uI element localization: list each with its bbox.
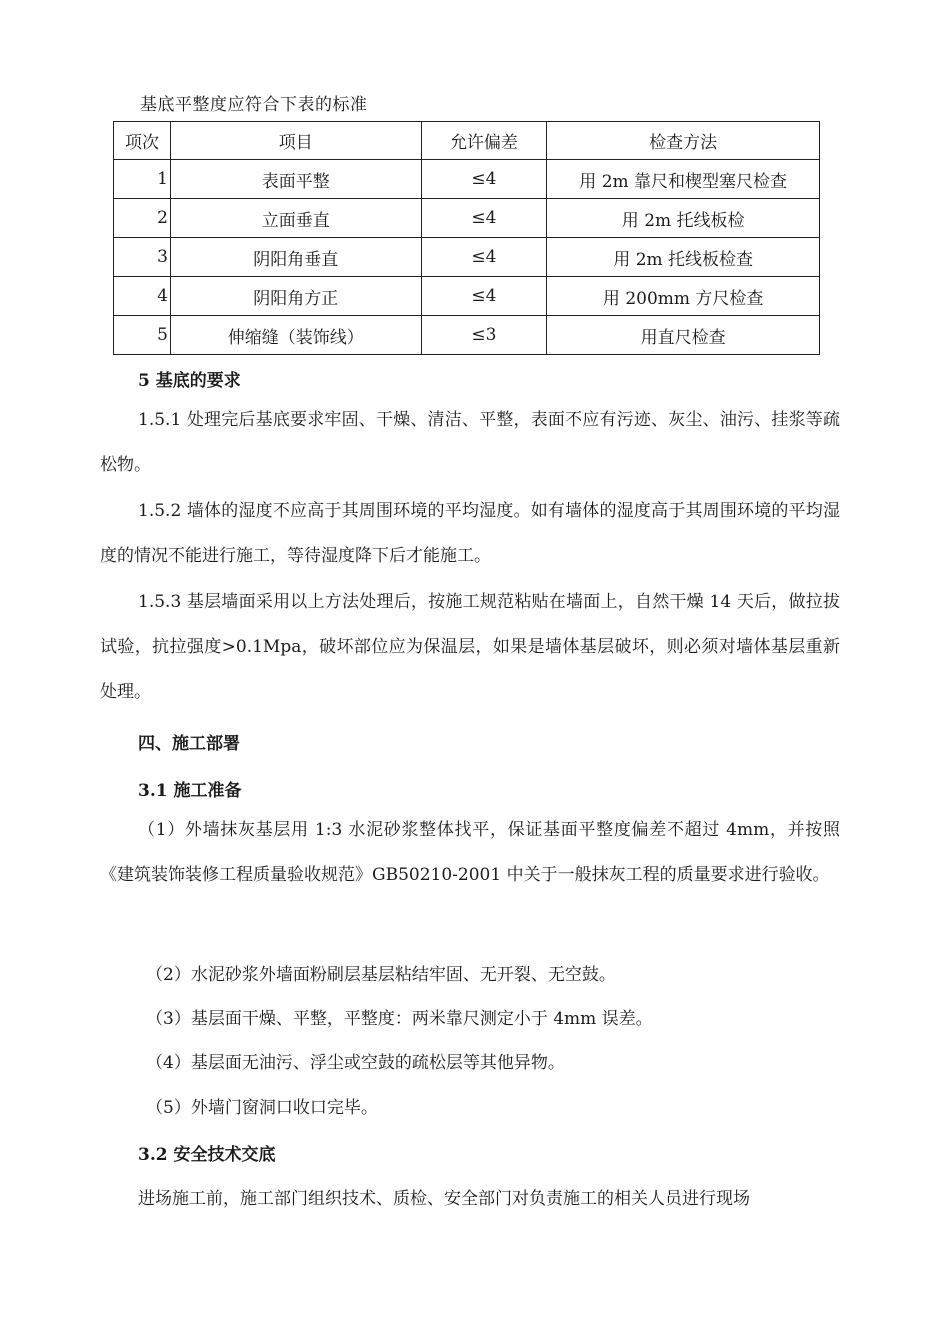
cell-no: 2 — [114, 199, 171, 238]
cell-no: 1 — [114, 160, 171, 199]
cell-method: 用 2m 托线板检查 — [547, 238, 820, 277]
cell-method: 用 2m 托线板检 — [547, 199, 820, 238]
table-caption: 基底平整度应符合下表的标准 — [140, 95, 368, 115]
paragraph-1-5-2: 1.5.2 墙体的湿度不应高于其周围环境的平均湿度。如有墙体的湿度高于其周围环境的平均湿度的情况不能进行施工，等待湿度降下后才能施工。 — [100, 501, 840, 566]
cell-item: 表面平整 — [170, 160, 421, 199]
cell-method: 用 2m 靠尺和楔型塞尺检查 — [547, 160, 820, 199]
cell-method: 用直尺检查 — [547, 316, 820, 355]
cell-no: 5 — [114, 316, 171, 355]
prep-item-5: （5）外墙门窗洞口收口完毕。 — [146, 1098, 378, 1118]
header-no: 项次 — [114, 122, 171, 160]
table-row — [114, 277, 820, 316]
section-heading-base-requirements: 5 基底的要求 — [138, 371, 241, 391]
cell-tolerance: ≤4 — [421, 277, 547, 316]
table-row — [114, 160, 820, 199]
paragraph-safety-briefing: 进场施工前，施工部门组织技术、质检、安全部门对负责施工的相关人员进行现场 — [138, 1189, 750, 1209]
table-row — [114, 238, 820, 277]
cell-no: 3 — [114, 238, 171, 277]
cell-no: 4 — [114, 277, 171, 316]
header-tolerance: 允许偏差 — [421, 122, 547, 160]
table-header-row — [114, 122, 820, 160]
header-method: 检查方法 — [547, 122, 820, 160]
cell-tolerance: ≤4 — [421, 238, 547, 277]
cell-item: 立面垂直 — [170, 199, 421, 238]
header-item: 项目 — [170, 122, 421, 160]
prep-item-1: （1）外墙抹灰基层用 1:3 水泥砂浆整体找平，保证基面平整度偏差不超过 4mm，并按照《建筑装饰装修工程质量验收规范》GB50210-2001 中关于一般抹灰工程的质量要求进行验收。 — [100, 820, 840, 885]
paragraph-1-5-1: 1.5.1 处理完后基底要求牢固、干燥、清洁、平整，表面不应有污迹、灰尘、油污、挂浆等疏松物。 — [100, 410, 840, 475]
cell-tolerance: ≤4 — [421, 160, 547, 199]
subsection-heading-preparation: 3.1 施工准备 — [138, 781, 242, 801]
table-row — [114, 199, 820, 238]
cell-item: 阴阳角垂直 — [170, 238, 421, 277]
subsection-heading-safety-briefing: 3.2 安全技术交底 — [138, 1145, 276, 1165]
cell-item: 阴阳角方正 — [170, 277, 421, 316]
cell-item: 伸缩缝（装饰线） — [170, 316, 421, 355]
prep-item-4: （4）基层面无油污、浮尘或空鼓的疏松层等其他异物。 — [146, 1053, 565, 1073]
prep-item-3: （3）基层面干燥、平整，平整度：两米靠尺测定小于 4mm 误差。 — [146, 1009, 653, 1029]
cell-tolerance: ≤3 — [421, 316, 547, 355]
cell-tolerance: ≤4 — [421, 199, 547, 238]
cell-method: 用 200mm 方尺检查 — [547, 277, 820, 316]
prep-item-2: （2）水泥砂浆外墙面粉刷层基层粘结牢固、无开裂、无空鼓。 — [146, 965, 616, 985]
section-heading-construction-deployment: 四、施工部署 — [138, 734, 240, 754]
table-row — [114, 316, 820, 355]
flatness-standard-table — [113, 121, 820, 355]
paragraph-1-5-3: 1.5.3 基层墙面采用以上方法处理后，按施工规范粘贴在墙面上，自然干燥 14 天后，做拉拔试验，抗拉强度>0.1Mpa，破坏部位应为保温层，如果是墙体基层破坏，则必须对墙体基层重新处理。 — [100, 592, 840, 702]
